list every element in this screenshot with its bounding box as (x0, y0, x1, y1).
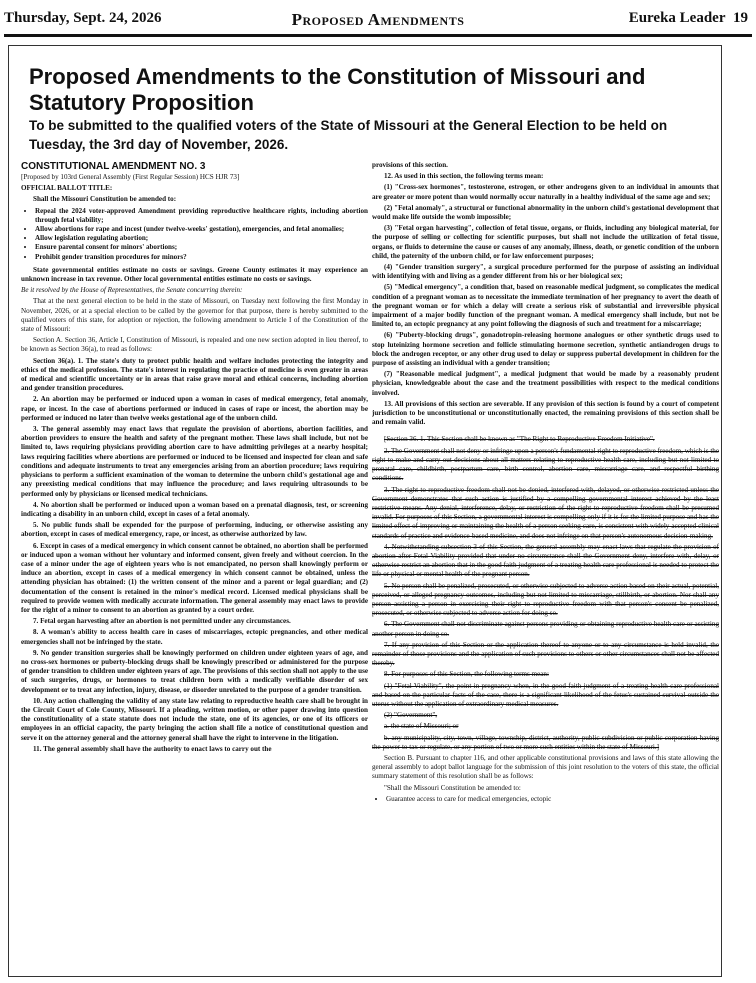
body-paragraph: (6) "Puberty-blocking drugs", gonadotropin-releasing hormone analogues or other synthetic drugs used to stop luteinizing hormone secretion and follicle stimulating hormone secretion, synthetic antiandrogen drugs to block the androgen receptor, or any other drug used to delay or suppress pubertal development in children for the purpose of assisting an individual with a gender transition; (372, 331, 719, 368)
body-paragraph: (2) "Fetal anomaly", a structural or functional abnormality in the unborn child's gestational development that would make life outside the womb impossible; (372, 203, 719, 222)
header-rule (4, 34, 752, 37)
body-paragraph: (2) "Government", (384, 711, 438, 720)
right-column (372, 161, 719, 973)
body-paragraph: That at the next general election to be held in the state of Missouri, on Tuesday next following the first Monday in November, 2026, or at a special election to be called by the governor for that purpose, there is hereby submitted to the qualified voters of this state, for adoption or rejection, the following amendment to Article I of the Constitution of the state of Missouri: (21, 297, 368, 334)
notice-title: Proposed Amendments to the Constitution of Missouri and Statutory Proposition (29, 64, 646, 115)
amendment-heading: CONSTITUTIONAL AMENDMENT NO. 3 (21, 161, 206, 172)
body-paragraph: (1) "Fetal Viability", the point in pregnancy when, in the good faith judgment of a treating health care professional and based on the particular facts of the case, there is a significant likelihood of the fetus's sustained survival outside the uterus without the application of extraordinary medical measures. (372, 681, 719, 708)
body-paragraph: 2. The Government shall not deny or infringe upon a person's fundamental right to reproductive freedom, which is the right to make and carry out decisions about all matters relating to reproductive health care, including but not limited to prenatal care, childbirth, postpartum care, birth control, abortion care, miscarriage care, and respectful birthing conditions. (372, 446, 719, 483)
struck-text (372, 435, 719, 752)
body-paragraph: provisions of this section. (372, 161, 448, 169)
left-body (21, 297, 368, 754)
body-paragraph: 5. No person shall be penalized, prosecuted, or otherwise subjected to adverse action based on their actual, potential, perceived, or alleged pregnancy outcomes, including but not limited to miscarriage, stillbirth, or abortion. Nor shall any person assisting a person in exercising their right to reproductive freedom with that person's consent be penalized, prosecuted, or otherwise subjected to adverse action for doing so. (372, 581, 719, 618)
ballot-item: • Prohibit gender transition procedures for minors? (35, 253, 368, 262)
body-paragraph: (3) "Fetal organ harvesting", collection of fetal tissue, organs, or fluids, including any biological material, for the purpose of selling or collecting for scientific purposes, but shall not include the utilization of fetal tissue, organs, or fluids to determine the cause or causes of any anomaly, illness, death, or genetic condition of the unborn child, the paternity of the unborn child, or for law enforcement purposes; (372, 224, 719, 260)
body-paragraph: 8. For purposes of this Section, the following terms mean: (384, 670, 549, 679)
notice-frame (8, 45, 722, 977)
ballot-title-label: OFFICIAL BALLOT TITLE: (21, 184, 113, 193)
body-paragraph: 10. Any action challenging the validity of any state law relating to reproductive health care shall be brought in the Circuit Court of Cole County, Missouri. If a pleading, written motion, or other paper drawing into question the constitutionality of a state statute does not include the state, one of its agencies, or one of its officers or employees in an official capacity, the party bringing the action shall file a notice of constitutional question and serve it on the attorney general and the attorney general shall have the right to intervene in the litigation. (21, 696, 368, 742)
body-paragraph: 6. The Government shall not discriminate against persons providing or obtaining reproductive health care or assisting another person in doing so. (372, 620, 719, 638)
section-b: Section B. Pursuant to chapter 116, and other applicable constitutional provisions and laws of this state allowing the general assembly to adopt ballot language for the submission of this joint resolution to the voters of this state, the official summary statement of this resolution shall be as follows: (372, 753, 719, 781)
paper-name: Eureka Leader (628, 10, 726, 26)
body-paragraph: (5) "Medical emergency", a condition that, based on reasonable medical judgment, so complicates the medical condition of a pregnant woman as to necessitate the immediate termination of her pregnancy to avert the death of the pregnant woman or for which a delay will create a serious risk of substantial and irreversible physical impairment of a major bodily function of the pregnant woman. A medical emergency shall include, but not be limited to, an ectopic pregnancy at any point following the diagnosis of such and treatment for a miscarriage; (372, 283, 719, 329)
body-paragraph: 9. No gender transition surgeries shall be knowingly performed on children under eighteen years of age, and no cross-sex hormones or puberty-blocking drugs shall be knowingly prescribed or administered for the purpose of gender transition to children under eighteen years of age. The provisions of this section shall not apply to the use of such surgeries, drugs, or hormones to treat children born with a medically verifiable disorder of sex development or to treat any infection, injury, disease, or disorder unrelated to the purpose of a gender transition. (21, 648, 368, 694)
body-paragraph: 3. The right to reproductive freedom shall not be denied, interfered with, delayed, or otherwise restricted unless the Government demonstrates that such action is justified by a compelling governmental interest achieved by the least restrictive means. Any denial, interference, delay, or restriction of the right to reproductive freedom shall be presumed invalid. For purposes of this Section, a governmental interest is compelling only if it is for the limited purpose and has the limited effect of improving or maintaining the health of a person seeking care, is consistent with widely accepted clinical standards of practice and evidence-based medicine, and does not infringe on that person's autonomous decision-making. (372, 485, 719, 540)
body-paragraph: b. any municipality, city, town, village, township, district, authority, public subdivision or public corporation having the power to tax or regulate, or any portion of two or more such entities within the state of Missouri.] (372, 733, 719, 751)
quote-item: • Guarantee access to care for medical emergencies, ectopic (386, 795, 719, 804)
quote-list (372, 795, 719, 804)
body-paragraph: Section 36(a). 1. The state's duty to protect public health and welfare includes protecting the integrity and ethics of the medical profession. The state's interest in regulating the practice of medicine is even greater in areas of medical and scientific uncertainty or in areas that raise grave moral and ethical concerns, including abortion and gender transition procedures. (21, 356, 368, 393)
body-paragraph: 7. If any provision of this Section or the application thereof to anyone or to any circumstance is held invalid, the remainder of those provisions and the application of such provisions to others or other circumstances shall not be affected thereby. (372, 640, 719, 668)
quote-intro: "Shall the Missouri Constitution be amended to: (384, 783, 521, 792)
ballot-item: • Allow legislation regulating abortion; (35, 234, 368, 243)
ballot-item: • Ensure parental consent for minors' abortions; (35, 243, 368, 252)
ballot-item: • Allow abortions for rape and incest (under twelve-weeks' gestation), emergencies, and fetal anomalies; (35, 225, 368, 234)
ballot-item: • Repeal the 2024 voter-approved Amendment providing reproductive healthcare rights, including abortion through fetal viability; (35, 207, 368, 225)
ballot-intro: Shall the Missouri Constitution be amended to: (33, 195, 177, 204)
proposed-by: [Proposed by 103rd General Assembly (First Regular Session) HCS HJR 73] (21, 173, 240, 181)
body-paragraph: 2. An abortion may be performed or induced upon a woman in cases of medical emergency, fetal anomaly, rape, or incest. In the case of abortions performed or induced in cases of rape or incest, the abortion may be performed or induced no later than twelve weeks gestational age of the unborn child. (21, 395, 368, 422)
body-paragraph: 3. The general assembly may enact laws that regulate the provision of abortions, abortion facilities, and abortion providers to ensure the health and safety of the pregnant mother. These laws shall include, but not be limited to, laws requiring physicians providing abortion care to have admitting privileges at a nearby hospital; laws requiring facilities where abortions are performed or induced to be licensed and inspected for clean and safe conditions and adequate instruments to treat any emergencies arising from an abortion procedure; laws requiring physicians to perform a sufficient examination of the woman to determine the unborn child's gestational age and any preexisting medical conditions that may influence the procedure; and laws requiring ultrasounds to be performed only by physicians or licensed medical technicians. (21, 425, 368, 498)
body-paragraph: [Section 36. 1. This Section shall be known as "The Right to Reproductive Freedom Initiative". (384, 435, 655, 444)
body-paragraph: a. the state of Missouri; or (384, 722, 459, 731)
section-title: Proposed Amendments (291, 10, 465, 29)
body-paragraph: 8. A woman's ability to access health care in cases of miscarriages, ectopic pregnancies, and other medical emergencies shall not be infringed by the state. (21, 628, 368, 646)
notice-subtitle: To be submitted to the qualified voters of the State of Missouri at the General Election to be held on Tuesday, the 3rd day of November, 2026. (29, 118, 668, 152)
resolved-clause: Be it resolved by the House of Representatives, the Senate concurring therein: (21, 286, 243, 295)
body-paragraph: 7. Fetal organ harvesting after an abortion is not permitted under any circumstances. (33, 617, 291, 626)
left-column (21, 161, 368, 973)
page-number: 19 (733, 10, 748, 26)
body-paragraph: (1) "Cross-sex hormones", testosterone, estrogen, or other androgens given to an individual in amounts that are greater or more potent than would normally occur naturally in a healthy individual of the same age and sex; (372, 183, 719, 201)
body-paragraph: 4. No abortion shall be performed or induced upon a woman based on a prenatal diagnosis, test, or screening indicating a disability in an unborn child, except in cases of a fetal anomaly. (21, 500, 368, 518)
body-paragraph: (4) "Gender transition surgery", a surgical procedure performed for the purpose of assisting an individual with identifying with and living as a gender different from his or her biological sex; (372, 263, 719, 281)
page-header (4, 10, 752, 32)
body-paragraph: 6. Except in cases of a medical emergency in which consent cannot be obtained, no abortion shall be performed or induced upon a woman without her voluntary and informed consent, given freely and without coercion. In the case of a minor under the age of eighteen years who is not emancipated, no person shall knowingly perform or induce an abortion, except in cases of a medical emergency in which consent cannot be obtained, unless the attending physician has obtained: (1) the written consent of the minor and a parent or legal guardian; and (2) documentation of the consent is retained in the minor's medical record. Licensed medical physicians shall be required to provide women with medically accurate information. The general assembly may enact laws to provide for the right of a minor to consent to an abortion as granted by a court order. (21, 541, 368, 614)
ballot-list (21, 207, 368, 262)
body-paragraph: 11. The general assembly shall have the authority to enact laws to carry out the (33, 744, 272, 753)
body-paragraph: (7) "Reasonable medical judgment", a medical judgment that would be made by a reasonably prudent physician, knowledgeable about the case and the treatment possibilities with respect to the medical conditions involved. (372, 370, 719, 397)
issue-date: Thursday, Sept. 24, 2026 (4, 10, 162, 26)
body-paragraph: 12. As used in this section, the following terms mean: (384, 172, 544, 181)
body-paragraph: Section A. Section 36, Article I, Constitution of Missouri, is repealed and one new section adopted in lieu thereof, to be known as Section 36(a), to read as follows: (21, 336, 368, 354)
body-paragraph: 5. No public funds shall be expended for the purpose of performing, inducing, or otherwise assisting any abortion, except in cases of medical emergency, rape, or incest, as otherwise authorized by law. (21, 521, 368, 539)
body-paragraph: 4. Notwithstanding subsection 3 of this Section, the general assembly may enact laws that regulate the provision of abortion after Fetal Viability provided that under no circumstance shall the Government deny, interfere with, delay, or otherwise restrict an abortion that in the good faith judgment of a treating health care professional is needed to protect the life or physical or mental health of the pregnant person. (372, 542, 719, 579)
fiscal-note: State governmental entities estimate no costs or savings. Greene County estimates it may experience an unknown increase in tax revenue. Other local governmental entities estimate no costs or savings. (21, 265, 368, 284)
right-body (372, 161, 719, 427)
paper-name-page (629, 10, 748, 27)
body-paragraph: 13. All provisions of this section are severable. If any provision of this section is found by a court of competent jurisdiction to be unconstitutional or unconstitutionally enacted, the remaining provisions of this section shall be and remain valid. (372, 399, 719, 427)
